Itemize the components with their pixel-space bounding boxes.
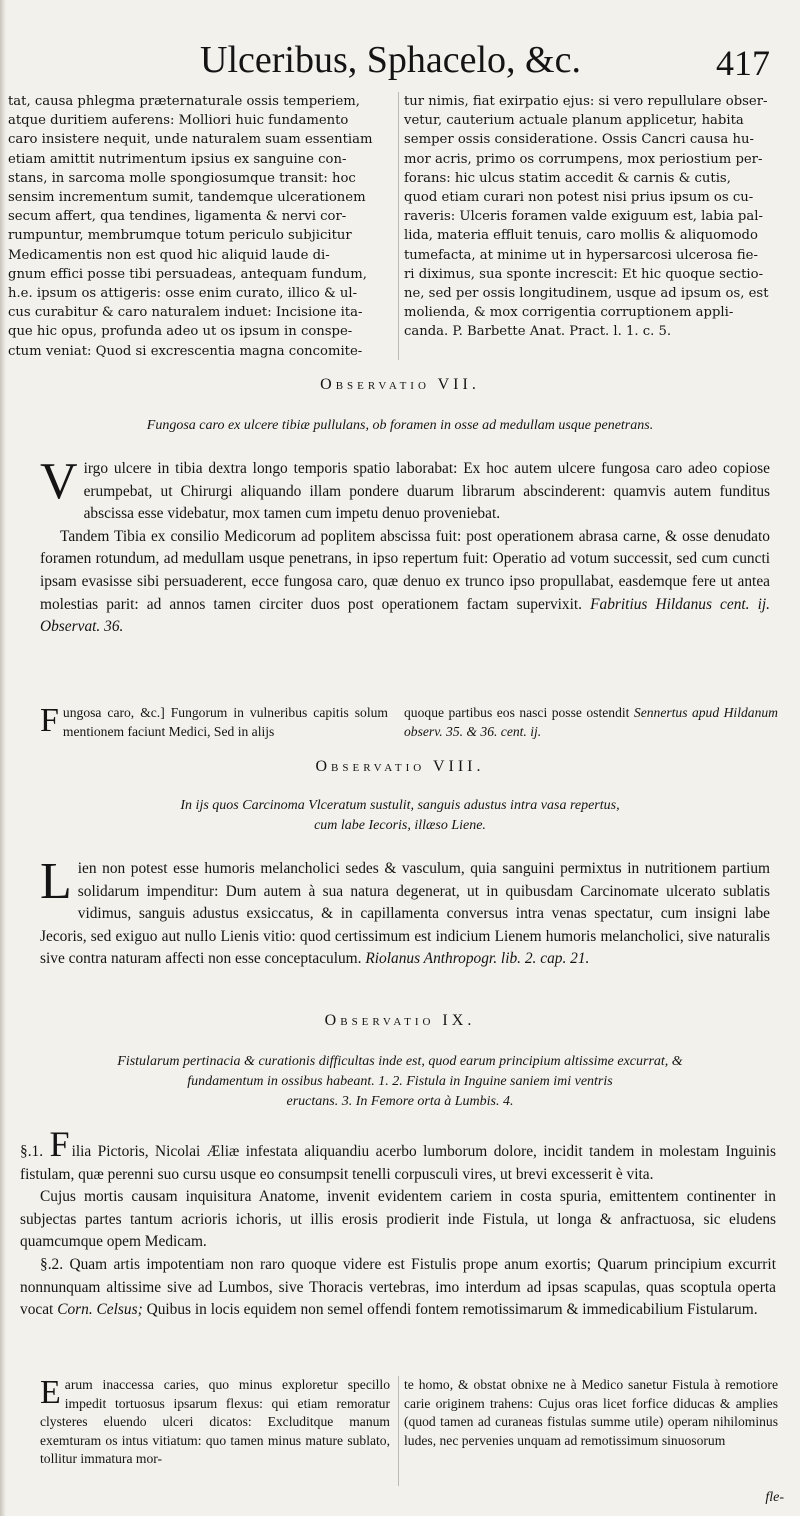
column-divider [398,1376,399,1486]
text-line: que hic opus, profunda adeo ut os ipsum in conspe- [8,324,353,340]
observatio-7-para-2: Tandem Tibia ex consilio Medicorum ad poplitem abscissa fuit: post operationem abrasa carne, & osse denudato foramen rotundum, ad medullam usque penetrans, in ipso repertum fuit: Operatio ad votum successit, sed cum cuncti ipsam evasisse sibi persuaderent, ecce fungosa caro, quæ denuo ex trunco ipso propullabat, easdemque fere ut antea molestias parit: ad annos tamen circiter duos post operationem factam supervixit. Fabritius Hildanus cent. ij. Observat. 36. [40,527,771,636]
text-line: stans, in sarcoma molle spongiosumque transit: hoc [8,170,356,186]
text-line: rumpuntur, membrumque totum periculo subjicitur [8,228,352,244]
observatio-7-note-left: Fungosa caro, &c.] Fungorum in vulneribus capitis solum mentionem faciunt Medici, Sed in alijs [40,702,388,739]
page-gutter-shadow [0,0,6,1516]
text-line: ctum veniat: Quod si excrescentia magna concomite- [8,343,363,359]
text-line: tat, causa phlegma præternaturale ossis temperiem, [8,94,360,109]
column-divider [398,92,399,360]
text-line: forans: hic ulcus statim accedit & carnis & cutis, [404,170,731,186]
observatio-7-body [40,453,771,639]
text-line: tur nimis, fiat exirpatio ejus: si vero repullulare obser- [404,94,768,109]
observatio-9-note-right: te homo, & obstat obnixe ne à Medico sanetur Fistula à remotiore carie originem trahens: Cujus oras licet forfice diducas & amplies (quod tamen ad curaneas fistulas summe utile) operam nihilominus ludes, nec pervenies unquam ad remotissimum sinuosorum [404,1377,778,1448]
text-line: gnum effici posse tibi persuadeas, antequam fundum, [8,266,367,282]
section-2: §.2. Quam artis impotentiam non raro quoque videre est Fistulis prope anum exortis; Quarum principium excurrit nonnunquam altissime sive ad Lumbos, sive Thoracis vertebras, imo interdum ad ipsas scapulas, quas scoptula operta vocat Corn. Celsus; Quibus in locis equidem non semel offendi fontem remotissimarum & immedicabilium Fistularum. [20,1255,776,1319]
observatio-7-subtitle: Fungosa caro ex ulcere tibiæ pullulans, ob foramen in osse ad medullam usque penetrans. [146,418,654,433]
top-left-column [8,92,392,361]
text-line: molienda, & mox corrigentia corruptionem appli- [404,305,734,321]
top-right-column [404,92,778,342]
section-1: §.1. F ilia Pictoris, Nicolai Æliæ infestata aliquandiu acerbo lumborum dolore, incidit tandem in molestam Inguinis fistulam, quæ perenni suo cursu usque eo consumpsit tenelli corpusculi vires, ut brevi excesserit è vita. [20,1124,776,1183]
observatio-9-subtitle: Fistularum pertinacia & curationis difficultas inde est, quod earum principium altissime excurrat, & fundamentum in ossibus habeant. 1. 2. Fistula in Inguine saniem imi ventris eructans. 3. In Femore orta à Lumbis. 4. [117,1054,683,1109]
text-line: mor acris, primo os corrumpens, mox periostium per- [404,151,763,167]
observatio-9-body [20,1124,776,1322]
catchword: fle- [765,1490,784,1505]
running-title: Ulceribus, Sphacelo, &c. [200,39,581,81]
drop-cap: V [40,453,78,510]
observatio-9-note-left: Earum inaccessa caries, quo minus exploretur specillo impedit tortuosus ipsarum flexus: qui etiam remoratur clysteres eluendo ulceri dicatos: Excluditque manum exemturam os intus vitiatum: quo tamen minus mature sublato, tollitur immatura mor- [40,1374,390,1467]
section-label: §.1. [20,1143,44,1160]
text-line: vetur, cauterium actuale planum applicetur, habita [404,113,744,129]
observatio-7-heading: Observatio VII. [320,376,480,393]
citation: Riolanus Anthropogr. lib. 2. cap. 21. [365,950,590,968]
text-line: h.e. ipsum os attigeris: osse enim curato, illico & ul- [8,286,358,302]
observatio-8-heading: Observatio VIII. [315,758,485,775]
drop-cap: F [40,702,59,739]
drop-cap: E [40,1374,61,1411]
text-line: semper ossis consideratione. Ossis Cancri causa hu- [404,132,754,148]
text-line: caro insistere nequit, unde naturalem suam essentiam [8,132,373,148]
drop-cap: L [40,853,72,910]
observatio-7-para-1: Virgo ulcere in tibia dextra longo temporis spatio laborabat: Ex hoc autem ulcere fungosa caro adeo copiose erumpebat, ut Chirurgi aliquando illam pondere duarum librarum abscinderent: quamvis autem funditus abscissa esse videbatur, mox tamen cum impetu denuo proveniebat. [40,453,770,523]
text-line: quod etiam curari non potest nisi prius ipsum os cu- [404,190,754,206]
text-line: ne, sed per ossis longitudinem, usque ad ipsum os, est [404,286,769,302]
text-line: atque duritiem auferens: Molliori huic fundamento [8,113,349,129]
text-line: ri diximus, sua sponte increscit: Et hic quoque sectio- [404,266,764,282]
text-line: secum affert, qua tendines, ligamenta & nervi cor- [8,209,347,225]
page-number: 417 [716,43,770,83]
text-line: cus curabitur & caro naturalem induet: Incisione ita- [8,305,363,321]
text-line: canda. P. Barbette Anat. Pract. l. 1. c. 5. [404,324,672,340]
text-line: lida, materia effluit tenuis, caro mollis & aliquomodo [404,228,758,244]
observatio-9-heading: Observatio IX. [324,1012,476,1029]
running-header [200,38,780,90]
drop-cap: F [49,1124,70,1164]
text-line: tumefacta, at minime ut in hypersarcosi ulcerosa fie- [404,247,758,263]
citation: Fabritius Hildanus cent. ij. Observat. 36. [40,595,771,636]
observatio-8-subtitle: In ijs quos Carcinoma Vlceratum sustulit, sanguis adustus intra vasa repertus, cum labe Iecoris, illæso Liene. [180,798,620,833]
section-1-para-2: Cujus mortis causam inquisitura Anatome, invenit evidentem cariem in costa spuria, emittentem continenter in subjectas partes tantum acrioris ichoris, ut illis erosis prodierit inde Fistula, ut longa & anfractuosa, sic eludens quamcumque opem Medicam. [20,1188,776,1251]
text-line: sensim incrementum sumit, tandemque ulcerationem [8,190,366,206]
observatio-8-body: Lien non potest esse humoris melancholici sedes & vasculum, quia sanguini permixtus in nutritionem partium solidarum impenditur: Dum autem à sua natura degenerat, ut in quibusdam Carcinomate ulcerato sublatis vidimus, sanguis adustus exsiccatus, & in capillamenta conversus intra venas spectatur, cum insigni labe Jecoris, sed exiguo aut nullo Lienis vitio: quod certissimum est indicium Lienem humoris melancholici, sive naturalis sive contra naturam affecti non esse conceptaculum. Riolanus Anthropogr. lib. 2. cap. 21. [40,853,770,968]
text-line: Medicamentis non est quod hic aliquid laude di- [8,247,330,263]
text-line: raveris: Ulceris foramen valde exiguum est, labia pal- [404,209,763,225]
observatio-7-note-right: quoque partibus eos nasci posse ostendit Sennertus apud Hildanum observ. 35. & 36. cent. ij. [404,705,778,739]
text-line: etiam amittit nutrimentum ipsius ex sanguine con- [8,151,347,167]
